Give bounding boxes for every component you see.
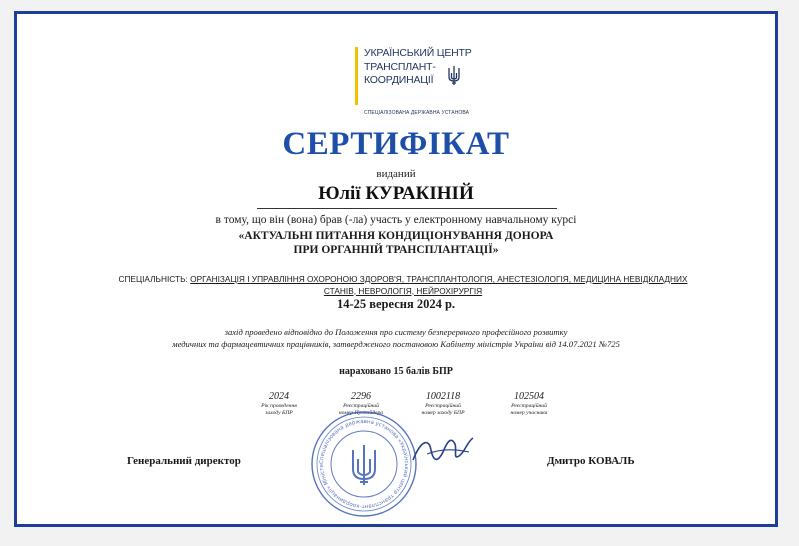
registry-label-line-1: Рік проведення [261,403,297,409]
registry-label-line-2: номер заходу БПР [421,410,465,416]
regulation-note [17,327,775,350]
logo-line-1: УКРАЇНСЬКИЙ ЦЕНТР [364,47,472,59]
registry-label-line-1: Реєстраційний [343,403,379,409]
certificate-title: СЕРТИФІКАТ [282,126,510,162]
organization-logo [355,47,470,117]
logo-line-3: КООРДИНАЦІЇ [364,74,434,86]
registry-label-line-1: Реєстраційний [425,403,461,409]
registry-value: 102504 [514,391,544,402]
registry-value: 1002118 [425,391,461,402]
specialty-label: СПЕЦІАЛЬНІСТЬ: [118,274,188,284]
registry-label-line-1: Реєстраційний [511,403,547,409]
logo-subtitle: СПЕЦІАЛІЗОВАНА ДЕРЖАВНА УСТАНОВА [364,110,470,116]
svg-text:Спеціалізована державна устано [309,409,409,509]
name-underline [257,208,557,209]
trident-icon [447,65,461,87]
course-intro: в тому, що він (вона) брав (-ла) участь у електронному навчальному курсі [215,214,577,226]
registry-value: 2296 [351,391,371,402]
logo-line-2: ТРАНСПЛАНТ- [364,60,436,73]
course-title-line-2: ПРИ ОРГАННІЙ ТРАНСПЛАНТАЦІЇ» [293,243,499,256]
registry-label-line-2: номер Провайдера [338,410,384,416]
points-awarded: нараховано 15 балів БПР [339,366,453,377]
logo-accent-bar [355,47,358,105]
specialty-value-1: ОРГАНІЗАЦІЯ І УПРАВЛІННЯ ОХОРОНОЮ ЗДОРОВ'Я, ТРАНСПЛАНТОЛОГІЯ, АНЕСТЕЗІОЛОГІЯ, МЕДИЦИНА НЕВІДКЛАДНИХ [190,274,688,284]
course-title [17,230,775,257]
director-position: Генеральний директор [127,455,241,467]
registry-label [483,403,575,417]
regulation-note-line-2: медичних та фармацевтичних працівників, затвердженого постановою Кабінету міністрів України від 14.07.2021 №725 [172,338,620,349]
director-name: Дмитро КОВАЛЬ [547,455,635,467]
official-seal-icon [309,409,419,519]
registry-label-line-2: номер учасника [510,410,548,416]
course-title-line-1: «АКТУАЛЬНІ ПИТАННЯ КОНДИЦІОНУВАННЯ ДОНОРА [238,230,554,242]
certificate-sheet [14,11,778,527]
regulation-note-line-1: захід проведено відповідно до Положення про систему безперервного професійного розвитку [224,327,568,337]
registry-participant-number [483,391,575,417]
course-dates: 14-25 вересня 2024 р. [336,297,456,311]
signature-scribble [407,430,477,470]
specialty-block [65,274,741,297]
specialty-value-2: СТАНІВ, НЕВРОЛОГІЯ, НЕЙРОХІРУРГІЯ [323,285,483,296]
issued-label: виданий [376,168,416,180]
registry-label-line-2: заходу БПР [265,410,293,416]
seal-text: Спеціалізована державна установа «Український центр трансплант-координації» Міністе [318,418,410,510]
recipient-name: Юлії КУРАКІНІЙ [318,183,474,204]
registry-value: 2024 [269,391,289,402]
